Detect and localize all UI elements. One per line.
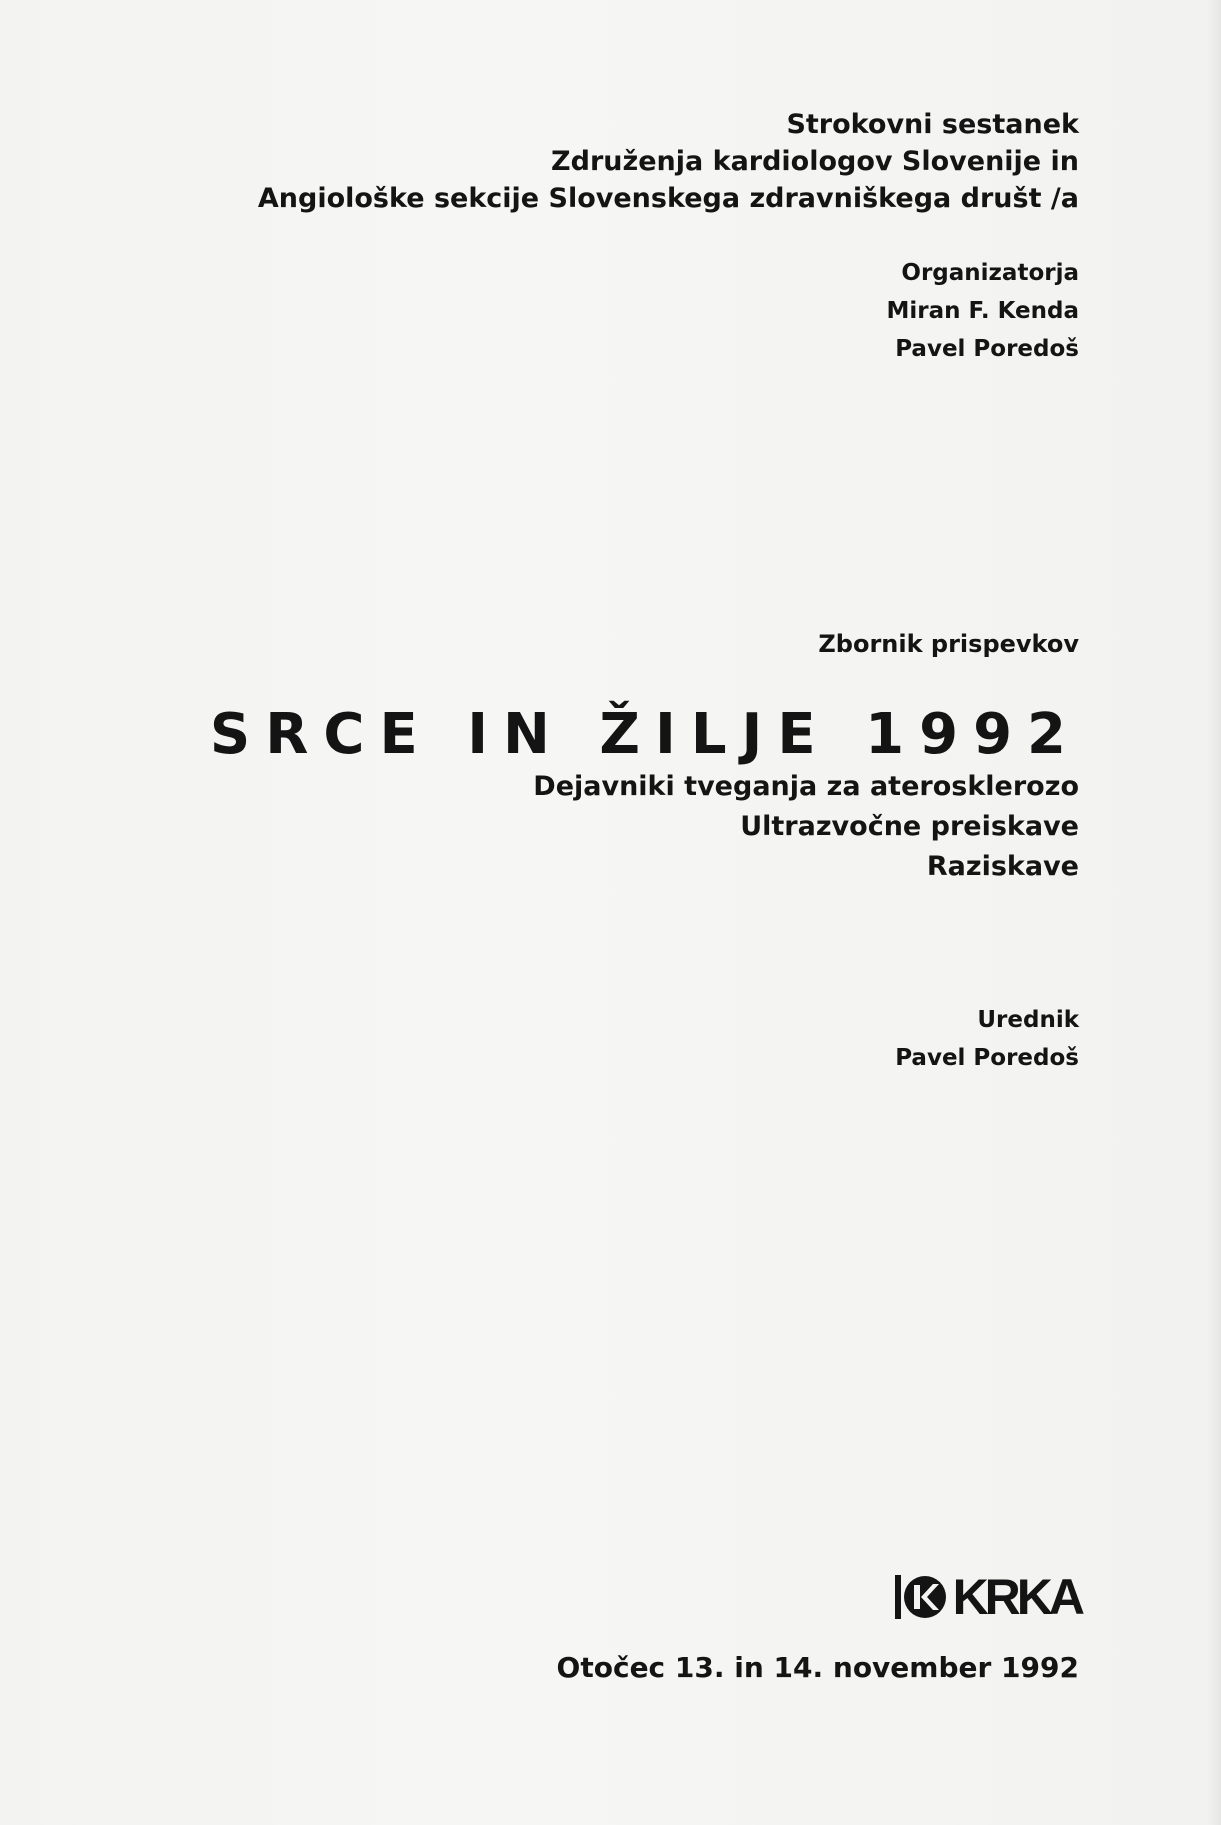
meeting-line-2: Združenja kardiologov Slovenije in <box>551 146 1079 177</box>
footer-date-location: Otočec 13. in 14. november 1992 <box>556 1651 1079 1684</box>
proceedings-label: Zbornik prispevkov <box>818 630 1079 658</box>
meeting-line-3: Angiološke sekcije Slovenskega zdravniškega društ /a <box>257 183 1079 214</box>
organizers-block <box>887 254 1079 368</box>
editor-name: Pavel Poredoš <box>895 1045 1079 1071</box>
subtitle: Dejavniki tveganja za aterosklerozo <box>533 771 1079 802</box>
meeting-line-1: Strokovni sestanek <box>786 109 1079 140</box>
meeting-heading <box>258 106 1079 217</box>
page-edge-shadow <box>1207 0 1221 1825</box>
organizer-name: Pavel Poredoš <box>895 336 1079 362</box>
subtitle: Ultrazvočne preiskave <box>740 811 1079 842</box>
subtitle: Raziskave <box>926 851 1079 882</box>
proceedings-label-block <box>818 628 1079 660</box>
krka-logo-icon <box>895 1568 947 1626</box>
subtitles-block <box>533 767 1079 887</box>
krka-logo <box>895 1568 1081 1626</box>
organizers-heading: Organizatorja <box>901 260 1079 286</box>
editor-block <box>895 1001 1079 1077</box>
main-title: SRCE IN ŽILJE 1992 <box>209 702 1081 767</box>
editor-heading: Urednik <box>977 1007 1079 1033</box>
organizer-name: Miran F. Kenda <box>886 298 1079 324</box>
krka-logo-text: KRKA <box>952 1569 1081 1625</box>
